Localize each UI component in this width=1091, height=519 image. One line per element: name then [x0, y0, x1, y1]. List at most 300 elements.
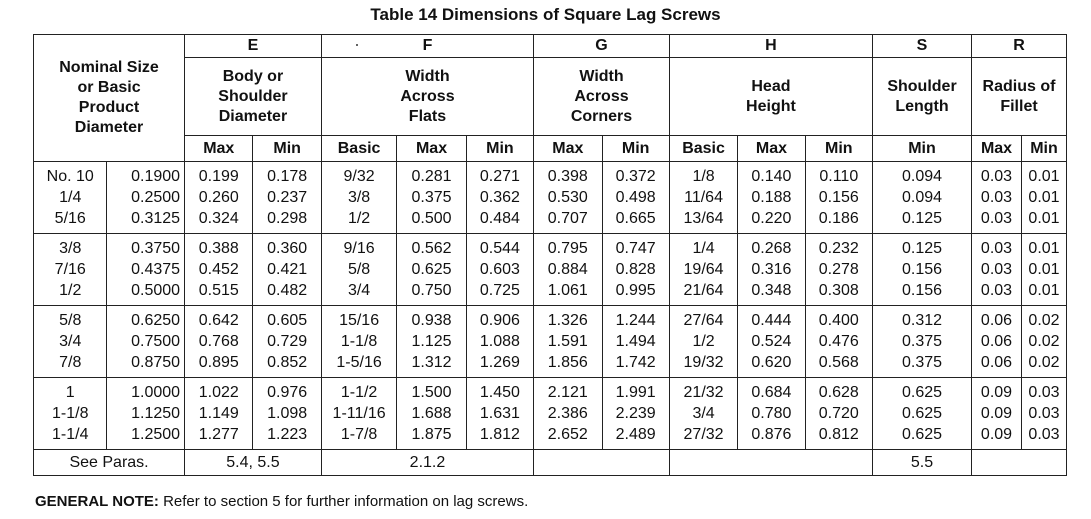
col-f-desc	[321, 58, 533, 136]
e-max-cell	[185, 162, 253, 234]
nominal-line-2: or Basic	[77, 79, 141, 96]
f-basic-cell-value: 1-1/2	[340, 384, 378, 401]
f-basic-cell-value: 15/16	[339, 312, 380, 329]
f-basic-header: Basic	[321, 136, 397, 162]
e-min-cell	[253, 378, 321, 450]
h-basic-cell-value: 1/4	[692, 240, 715, 257]
size-cell	[34, 378, 107, 450]
size-cell-value: No. 10	[46, 168, 94, 185]
h-basic-cell	[669, 234, 737, 306]
g-max-cell-value: 1.856	[547, 354, 588, 371]
g-max-cell-value: 0.884	[547, 261, 588, 278]
r-min-cell-value: 0.02	[1028, 333, 1060, 350]
f-max-cell-value: 1.500	[411, 384, 452, 401]
r-min-cell	[1022, 162, 1067, 234]
r-max-cell	[972, 162, 1022, 234]
g-desc-1: Width	[579, 67, 624, 85]
f-max-cell	[397, 234, 466, 306]
table-row-group	[34, 306, 1067, 378]
e-max-cell-value: 0.260	[198, 189, 239, 206]
s-paras-ref: 5.5	[873, 450, 972, 476]
f-paras-ref: 2.1.2	[321, 450, 533, 476]
f-max-cell-value: 0.375	[411, 189, 452, 206]
f-min-cell-value: 0.544	[479, 240, 520, 257]
s-min-header: Min	[873, 136, 972, 162]
diameter-cell-value: 0.6250	[131, 312, 181, 329]
h-basic-cell-value: 27/64	[683, 312, 724, 329]
see-paras-row	[34, 450, 1067, 476]
f-min-cell-value: 1.269	[479, 354, 520, 371]
diameter-cell-value: 0.3750	[131, 240, 181, 257]
h-basic-cell-value: 19/32	[683, 354, 724, 371]
h-max-cell-value: 0.140	[751, 168, 792, 185]
f-desc-3: Flats	[408, 107, 447, 125]
h-paras-ref	[669, 450, 872, 476]
s-min-cell-value: 0.625	[901, 384, 943, 401]
g-min-cell-value: 0.828	[615, 261, 656, 278]
h-max-cell-value: 0.780	[751, 405, 792, 422]
h-max-cell	[738, 162, 805, 234]
h-basic-cell-value: 11/64	[684, 189, 723, 206]
h-max-cell-value: 0.620	[751, 354, 792, 371]
h-min-cell-value: 0.232	[818, 240, 859, 257]
size-cell	[34, 234, 107, 306]
col-r-desc	[972, 58, 1067, 136]
e-max-cell-value: 0.452	[198, 261, 239, 278]
h-max-cell	[738, 378, 805, 450]
e-min-header: Min	[253, 136, 321, 162]
e-min-cell-value: 0.605	[267, 312, 308, 329]
size-cell-value: 1-1/4	[52, 426, 89, 443]
diameter-cell	[107, 306, 185, 378]
e-min-cell-value: 0.729	[267, 333, 308, 350]
h-basic-cell	[669, 162, 737, 234]
g-max-cell	[534, 378, 602, 450]
s-min-cell-value: 0.375	[901, 354, 943, 371]
e-max-cell-value: 0.199	[198, 168, 239, 185]
r-min-cell-value: 0.01	[1028, 189, 1060, 206]
f-min-cell	[466, 378, 533, 450]
e-max-header: Max	[185, 136, 253, 162]
g-desc-2: Across	[574, 87, 629, 105]
h-basic-header: Basic	[669, 136, 737, 162]
h-basic-cell-value: 13/64	[683, 210, 724, 227]
h-basic-cell-value: 21/64	[683, 282, 724, 299]
g-min-cell	[602, 234, 669, 306]
h-min-cell-value: 0.568	[818, 354, 859, 371]
h-min-cell-value: 0.720	[818, 405, 859, 422]
h-max-cell	[738, 306, 805, 378]
f-max-header: Max	[397, 136, 466, 162]
diameter-cell-value: 1.0000	[131, 384, 181, 401]
g-desc-3: Corners	[570, 107, 633, 125]
s-desc-1: Shoulder	[887, 77, 957, 95]
s-min-cell-value: 0.094	[901, 168, 943, 185]
g-min-cell-value: 1.494	[615, 333, 656, 350]
f-max-cell	[397, 378, 466, 450]
h-min-cell-value: 0.110	[819, 168, 859, 185]
diameter-cell	[107, 378, 185, 450]
lag-screw-table	[33, 34, 1067, 476]
f-min-cell-value: 1.450	[479, 384, 520, 401]
e-max-cell-value: 0.515	[198, 282, 239, 299]
g-min-cell-value: 0.665	[615, 210, 656, 227]
col-e-desc	[185, 58, 322, 136]
f-basic-cell	[321, 306, 397, 378]
e-min-cell-value: 1.223	[267, 426, 308, 443]
s-min-cell	[873, 234, 972, 306]
general-note	[35, 493, 528, 510]
e-desc-3: Diameter	[218, 107, 288, 125]
e-min-cell	[253, 162, 321, 234]
s-min-cell-value: 0.156	[901, 282, 943, 299]
h-min-cell	[805, 306, 872, 378]
col-g-letter: G	[534, 35, 670, 58]
diameter-cell-value: 0.7500	[131, 333, 181, 350]
diameter-cell-value: 0.4375	[131, 261, 181, 278]
r-min-cell-value: 0.02	[1028, 354, 1060, 371]
h-basic-cell	[669, 306, 737, 378]
f-max-cell-value: 1.875	[411, 426, 452, 443]
col-h-desc	[669, 58, 872, 136]
table-row-group	[34, 162, 1067, 234]
r-min-cell-value: 0.03	[1028, 405, 1060, 422]
r-min-cell-value: 0.01	[1028, 240, 1060, 257]
h-max-cell-value: 0.348	[751, 282, 792, 299]
r-max-cell-value: 0.09	[980, 384, 1013, 401]
h-min-cell	[805, 378, 872, 450]
g-min-cell-value: 1.244	[615, 312, 656, 329]
h-min-cell	[805, 234, 872, 306]
g-min-cell-value: 0.995	[615, 282, 656, 299]
f-min-cell-value: 1.631	[479, 405, 520, 422]
diameter-cell-value: 0.1900	[131, 168, 181, 185]
f-min-cell	[466, 234, 533, 306]
g-max-cell-value: 0.398	[547, 168, 588, 185]
r-min-cell-value: 0.01	[1028, 282, 1060, 299]
s-min-cell-value: 0.625	[901, 405, 943, 422]
diameter-cell-value: 1.1250	[131, 405, 181, 422]
e-min-cell-value: 1.098	[267, 405, 308, 422]
f-min-cell-value: 0.906	[479, 312, 520, 329]
h-desc-1: Head	[751, 77, 791, 95]
f-basic-cell-value: 1/2	[347, 210, 371, 227]
e-max-cell-value: 1.022	[198, 384, 239, 401]
g-min-cell-value: 1.742	[615, 354, 656, 371]
size-cell-value: 7/8	[59, 354, 82, 371]
r-desc-2: Fillet	[1000, 97, 1038, 115]
diameter-cell-value: 1.2500	[131, 426, 181, 443]
h-basic-cell	[669, 378, 737, 450]
size-cell-value: 1-1/8	[52, 405, 89, 422]
s-desc-2: Length	[895, 97, 949, 115]
size-cell-value: 1	[65, 384, 75, 401]
s-min-cell	[873, 162, 972, 234]
e-min-cell	[253, 306, 321, 378]
g-max-cell	[534, 162, 602, 234]
g-max-cell	[534, 234, 602, 306]
table-title: Table 14 Dimensions of Square Lag Screws	[370, 5, 721, 24]
s-min-cell-value: 0.156	[901, 261, 943, 278]
f-min-cell-value: 0.484	[479, 210, 520, 227]
h-min-cell-value: 0.400	[818, 312, 859, 329]
e-min-cell-value: 0.852	[267, 354, 308, 371]
s-min-cell	[873, 306, 972, 378]
e-max-cell	[185, 378, 253, 450]
r-max-cell-value: 0.06	[980, 354, 1013, 371]
size-cell-value: 5/8	[59, 312, 82, 329]
h-basic-cell-value: 27/32	[683, 426, 724, 443]
nominal-line-3: Product	[78, 99, 140, 116]
g-max-cell-value: 2.386	[547, 405, 588, 422]
h-max-cell-value: 0.684	[751, 384, 792, 401]
r-min-cell	[1022, 378, 1067, 450]
f-min-cell-value: 0.603	[479, 261, 520, 278]
h-min-cell-value: 0.278	[818, 261, 859, 278]
r-min-cell-value: 0.01	[1028, 168, 1060, 185]
r-max-cell-value: 0.06	[980, 312, 1013, 329]
f-basic-cell	[321, 378, 397, 450]
f-min-cell-value: 1.812	[479, 426, 520, 443]
f-basic-cell	[321, 234, 397, 306]
r-max-cell-value: 0.03	[980, 282, 1013, 299]
g-max-cell-value: 1.061	[547, 282, 588, 299]
nominal-size-header	[34, 35, 185, 162]
r-min-header: Min	[1022, 136, 1067, 162]
col-r-letter: R	[972, 35, 1067, 58]
diameter-cell	[107, 234, 185, 306]
r-max-cell	[972, 234, 1022, 306]
r-min-cell-value: 0.03	[1028, 426, 1060, 443]
g-min-header: Min	[602, 136, 669, 162]
e-max-cell-value: 0.388	[198, 240, 239, 257]
e-min-cell	[253, 234, 321, 306]
h-min-cell-value: 0.156	[818, 189, 859, 206]
size-cell-value: 1/2	[59, 282, 82, 299]
diameter-cell-value: 0.2500	[131, 189, 181, 206]
col-s-desc	[873, 58, 972, 136]
e-desc-1: Body or	[222, 67, 284, 85]
f-basic-cell-value: 1-11/16	[332, 405, 386, 422]
g-max-header: Max	[534, 136, 602, 162]
e-min-cell-value: 0.237	[267, 189, 308, 206]
r-min-cell-value: 0.01	[1028, 261, 1060, 278]
r-max-cell-value: 0.09	[980, 426, 1013, 443]
e-max-cell-value: 0.768	[198, 333, 239, 350]
table-row-group	[34, 378, 1067, 450]
f-max-cell-value: 1.312	[411, 354, 452, 371]
e-max-cell-value: 0.324	[198, 210, 239, 227]
h-basic-cell-value: 21/32	[683, 384, 724, 401]
h-basic-cell-value: 3/4	[692, 405, 715, 422]
h-basic-cell-value: 19/64	[683, 261, 724, 278]
h-max-cell	[738, 234, 805, 306]
f-max-cell	[397, 162, 466, 234]
g-max-cell-value: 1.591	[547, 333, 588, 350]
f-max-cell-value: 0.938	[411, 312, 452, 329]
f-min-cell-value: 0.362	[479, 189, 520, 206]
r-min-cell	[1022, 306, 1067, 378]
f-desc-2: Across	[400, 87, 455, 105]
h-max-cell-value: 0.268	[751, 240, 792, 257]
f-min-cell-value: 0.725	[479, 282, 520, 299]
f-basic-cell	[321, 162, 397, 234]
h-min-cell-value: 0.186	[818, 210, 859, 227]
f-desc-1: Width	[405, 67, 450, 85]
e-max-cell-value: 1.149	[198, 405, 239, 422]
h-min-cell-value: 0.628	[818, 384, 859, 401]
f-min-header: Min	[466, 136, 533, 162]
h-max-cell-value: 0.316	[751, 261, 792, 278]
g-min-cell	[602, 378, 669, 450]
size-cell-value: 3/4	[59, 333, 82, 350]
s-min-cell-value: 0.125	[901, 210, 943, 227]
h-min-cell-value: 0.812	[818, 426, 859, 443]
r-max-cell-value: 0.03	[980, 261, 1013, 278]
r-min-cell-value: 0.02	[1028, 312, 1060, 329]
r-min-cell	[1022, 234, 1067, 306]
e-paras-ref: 5.4, 5.5	[185, 450, 322, 476]
r-paras-ref	[972, 450, 1067, 476]
e-min-cell-value: 0.482	[267, 282, 308, 299]
g-min-cell-value: 0.747	[615, 240, 656, 257]
f-max-cell-value: 0.562	[411, 240, 452, 257]
e-min-cell-value: 0.360	[267, 240, 308, 257]
g-max-cell-value: 0.707	[547, 210, 588, 227]
g-max-cell-value: 1.326	[547, 312, 588, 329]
r-max-cell	[972, 306, 1022, 378]
h-basic-cell-value: 1/8	[692, 168, 715, 185]
g-min-cell-value: 1.991	[615, 384, 656, 401]
size-cell	[34, 162, 107, 234]
col-s-letter: S	[873, 35, 972, 58]
s-min-cell-value: 0.125	[901, 240, 943, 257]
s-min-cell-value: 0.625	[901, 426, 943, 443]
e-min-cell-value: 0.178	[267, 168, 308, 185]
g-max-cell-value: 0.795	[547, 240, 588, 257]
e-min-cell-value: 0.421	[267, 261, 308, 278]
size-cell-value: 1/4	[59, 189, 82, 206]
e-max-cell	[185, 234, 253, 306]
r-desc-1: Radius of	[982, 77, 1056, 95]
diameter-cell-value: 0.8750	[131, 354, 181, 371]
g-min-cell-value: 2.239	[615, 405, 656, 422]
f-max-cell-value: 1.688	[411, 405, 452, 422]
e-desc-2: Shoulder	[218, 87, 288, 105]
nominal-line-1: Nominal Size	[59, 59, 159, 76]
r-max-header: Max	[972, 136, 1022, 162]
h-max-header: Max	[738, 136, 805, 162]
r-max-cell	[972, 378, 1022, 450]
g-paras-ref	[534, 450, 670, 476]
g-max-cell-value: 2.652	[547, 426, 588, 443]
g-min-cell	[602, 162, 669, 234]
diameter-cell-value: 0.5000	[131, 282, 181, 299]
size-cell-value: 7/16	[54, 261, 86, 278]
nominal-line-4: Diameter	[74, 119, 144, 136]
general-note-text: Refer to section 5 for further information on lag screws.	[158, 493, 529, 510]
h-desc-2: Height	[746, 97, 796, 115]
e-max-cell-value: 0.895	[198, 354, 239, 371]
r-max-cell-value: 0.03	[980, 168, 1013, 185]
f-basic-cell-value: 9/32	[343, 168, 375, 185]
h-min-cell	[805, 162, 872, 234]
s-min-cell-value: 0.312	[901, 312, 943, 329]
g-min-cell-value: 0.372	[615, 168, 656, 185]
size-cell	[34, 306, 107, 378]
size-cell-value: 3/8	[59, 240, 82, 257]
f-max-cell-value: 0.500	[411, 210, 452, 227]
see-paras-label: See Paras.	[34, 450, 185, 476]
g-max-cell-value: 2.121	[547, 384, 588, 401]
table-row-group	[34, 234, 1067, 306]
h-max-cell-value: 0.876	[751, 426, 792, 443]
f-min-cell	[466, 306, 533, 378]
h-max-cell-value: 0.188	[751, 189, 792, 206]
f-max-cell-value: 0.625	[411, 261, 452, 278]
e-max-cell	[185, 306, 253, 378]
s-min-cell	[873, 378, 972, 450]
col-h-letter: H	[669, 35, 872, 58]
size-cell-value: 5/16	[54, 210, 86, 227]
f-basic-cell-value: 5/8	[347, 261, 371, 278]
r-max-cell-value: 0.03	[980, 240, 1013, 257]
col-g-desc	[534, 58, 670, 136]
e-min-cell-value: 0.298	[267, 210, 308, 227]
r-min-cell-value: 0.01	[1028, 210, 1060, 227]
f-basic-cell-value: 9/16	[343, 240, 375, 257]
r-max-cell-value: 0.03	[980, 210, 1013, 227]
diameter-cell	[107, 162, 185, 234]
f-min-cell	[466, 162, 533, 234]
r-max-cell-value: 0.09	[980, 405, 1013, 422]
r-max-cell-value: 0.03	[980, 189, 1013, 206]
h-max-cell-value: 0.220	[751, 210, 792, 227]
g-min-cell-value: 2.489	[615, 426, 656, 443]
h-min-cell-value: 0.476	[818, 333, 859, 350]
f-basic-cell-value: 1-5/16	[336, 354, 382, 371]
h-min-cell-value: 0.308	[818, 282, 859, 299]
r-max-cell-value: 0.06	[980, 333, 1013, 350]
s-min-cell-value: 0.375	[901, 333, 943, 350]
g-max-cell-value: 0.530	[547, 189, 588, 206]
r-min-cell-value: 0.03	[1028, 384, 1060, 401]
g-min-cell-value: 0.498	[615, 189, 656, 206]
f-max-cell-value: 0.281	[411, 168, 452, 185]
f-basic-cell-value: 1-7/8	[340, 426, 378, 443]
e-max-cell-value: 0.642	[198, 312, 239, 329]
f-basic-cell-value: 1-1/8	[340, 333, 378, 350]
f-max-cell	[397, 306, 466, 378]
e-max-cell-value: 1.277	[198, 426, 239, 443]
f-basic-cell-value: 3/4	[347, 282, 371, 299]
g-max-cell	[534, 306, 602, 378]
f-min-cell-value: 0.271	[479, 168, 520, 185]
e-min-cell-value: 0.976	[267, 384, 308, 401]
col-f-letter: F	[321, 35, 533, 58]
f-max-cell-value: 1.125	[411, 333, 452, 350]
h-max-cell-value: 0.524	[751, 333, 792, 350]
f-basic-cell-value: 3/8	[347, 189, 371, 206]
f-min-cell-value: 1.088	[479, 333, 520, 350]
f-max-cell-value: 0.750	[411, 282, 452, 299]
general-note-label: GENERAL NOTE:	[35, 493, 159, 510]
h-max-cell-value: 0.444	[751, 312, 792, 329]
diameter-cell-value: 0.3125	[131, 210, 181, 227]
g-min-cell	[602, 306, 669, 378]
h-basic-cell-value: 1/2	[692, 333, 715, 350]
h-min-header: Min	[805, 136, 872, 162]
